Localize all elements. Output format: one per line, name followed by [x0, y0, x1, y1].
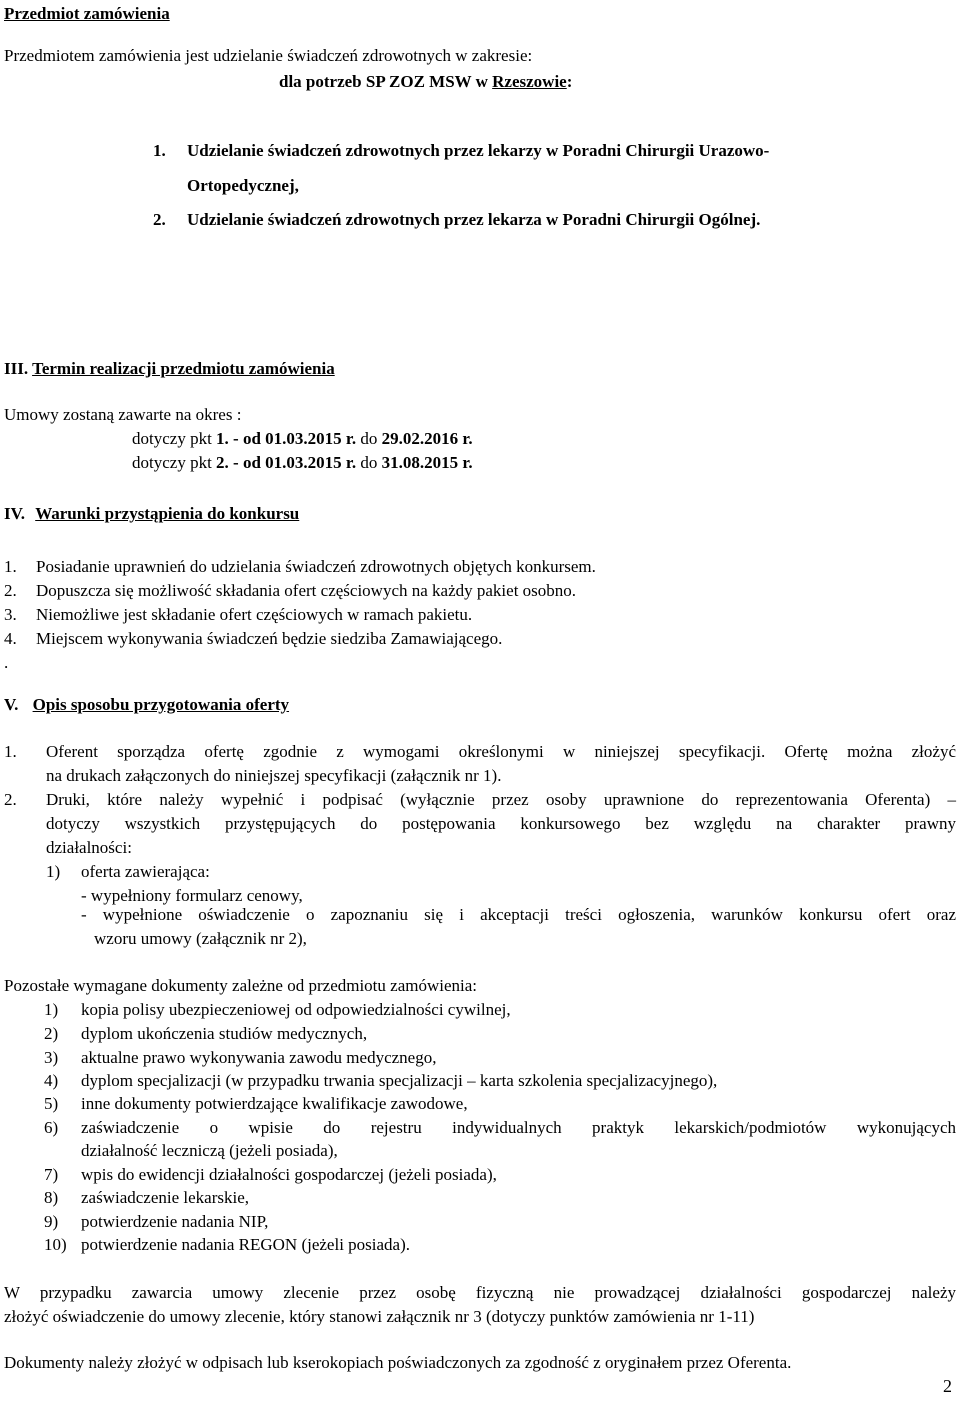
stray-dot: .: [4, 653, 9, 672]
section-title: Przedmiot zamówienia: [4, 4, 170, 23]
list-item: potwierdzenie nadania NIP,: [81, 1212, 269, 1231]
list-item: dyplom ukończenia studiów medycznych,: [81, 1024, 368, 1043]
paragraph-line: dotyczy wszystkich przystępujących do postępowania konkursowego bez względu na charakter prawny: [46, 814, 956, 833]
dash-item: - wypełniony formularz cenowy,: [81, 886, 303, 905]
paragraph-line: Oferent sporządza ofertę zgodnie z wymogami określonymi w niniejszej specyfikacji. Ofertę można złożyć: [46, 742, 956, 761]
term-line: dotyczy pkt 2. - od 01.03.2015 r. do 31.08.2015 r.: [132, 453, 473, 472]
list-item-number: 5): [44, 1094, 59, 1113]
sub-item-label: oferta zawierająca:: [81, 862, 210, 881]
list-item-number: 2.: [4, 790, 17, 809]
other-docs-intro: Pozostałe wymagane dokumenty zależne od przedmiotu zamówienia:: [4, 976, 478, 995]
list-item-number: 3.: [4, 605, 17, 624]
list-item: Posiadanie uprawnień do udzielania świadczeń zdrowotnych objętych konkursem.: [36, 557, 596, 576]
closing-paragraph-line: W przypadku zawarcia umowy zlecenie przez osobę fizyczną nie prowadzącej działalności gospodarczej należy: [4, 1283, 956, 1302]
intro-text: Przedmiotem zamówienia jest udzielanie świadczeń zdrowotnych w zakresie:: [4, 46, 533, 65]
term-line: dotyczy pkt 1. - od 01.03.2015 r. do 29.02.2016 r.: [132, 429, 473, 448]
list-item: inne dokumenty potwierdzające kwalifikacje zawodowe,: [81, 1094, 468, 1113]
list-item-number: 4): [44, 1071, 59, 1090]
list-item-number: 1.: [153, 141, 166, 160]
list-item: Udzielanie świadczeń zdrowotnych przez lekarzy w Poradni Chirurgii Urazowo-: [187, 141, 770, 160]
list-item: Dopuszcza się możliwość składania ofert częściowych na każdy pakiet osobno.: [36, 581, 577, 600]
paragraph-line: działalności:: [46, 838, 132, 857]
list-item-continuation: działalność leczniczą (jeżeli posiada),: [81, 1141, 338, 1160]
list-item: zaświadczenie lekarskie,: [81, 1188, 250, 1207]
list-item-number: 2.: [153, 210, 166, 229]
list-item-number: 1.: [4, 742, 17, 761]
list-item-number: 10): [44, 1235, 67, 1254]
list-item: Miejscem wykonywania świadczeń będzie siedziba Zamawiającego.: [36, 629, 503, 648]
list-item: zaświadczenie o wpisie do rejestru indywidualnych praktyk lekarskich/podmiotów wykonujących: [81, 1118, 956, 1137]
dash-item-continuation: wzoru umowy (załącznik nr 2),: [94, 929, 307, 948]
list-item-number: 1): [44, 1000, 59, 1019]
list-item: wpis do ewidencji działalności gospodarczej (jeżeli posiada),: [81, 1165, 497, 1184]
list-item: Niemożliwe jest składanie ofert częściowych w ramach pakietu.: [36, 605, 473, 624]
closing-paragraph: Dokumenty należy złożyć w odpisach lub kserokopiach poświadczonych za zgodność z oryginałem przez Oferenta.: [4, 1353, 792, 1372]
closing-paragraph-line: złożyć oświadczenie do umowy zlecenie, który stanowi załącznik nr 3 (dotyczy punktów zamówienia nr 1-11): [4, 1307, 755, 1326]
list-item: dyplom specjalizacji (w przypadku trwania specjalizacji – karta szkolenia specjalizacyjnego),: [81, 1071, 718, 1090]
dash-item: - wypełnione oświadczenie o zapoznaniu się i akceptacji treści ogłoszenia, warunków konkursu ofert oraz: [81, 905, 956, 924]
section-heading: V. Opis sposobu przygotowania oferty: [4, 695, 290, 714]
list-item-number: 8): [44, 1188, 59, 1207]
paragraph-line: na drukach załączonych do niniejszej specyfikacji (załącznik nr 1).: [46, 766, 502, 785]
list-item-number: 1.: [4, 557, 17, 576]
list-item: aktualne prawo wykonywania zawodu medycznego,: [81, 1048, 437, 1067]
list-item: Udzielanie świadczeń zdrowotnych przez lekarza w Poradni Chirurgii Ogólnej.: [187, 210, 761, 229]
list-item-continuation: Ortopedycznej,: [187, 176, 299, 195]
for-needs-line: dla potrzeb SP ZOZ MSW w Rzeszowie:: [279, 72, 573, 91]
city-link: Rzeszowie: [492, 72, 567, 91]
list-item-number: 4.: [4, 629, 17, 648]
page-number: 2: [943, 1376, 952, 1396]
list-item-number: 7): [44, 1165, 59, 1184]
term-intro: Umowy zostaną zawarte na okres :: [4, 405, 242, 424]
section-heading: IV. Warunki przystąpienia do konkursu: [4, 504, 300, 523]
list-item: kopia polisy ubezpieczeniowej od odpowiedzialności cywilnej,: [81, 1000, 511, 1019]
sub-item-number: 1): [46, 862, 61, 881]
list-item-number: 3): [44, 1048, 59, 1067]
list-item-number: 2.: [4, 581, 17, 600]
list-item-number: 6): [44, 1118, 59, 1137]
section-heading: III. Termin realizacji przedmiotu zamówienia: [4, 359, 335, 378]
list-item-number: 2): [44, 1024, 59, 1043]
paragraph-line: Druki, które należy wypełnić i podpisać (wyłącznie przez osoby uprawnione do reprezentowania Oferenta) –: [46, 790, 956, 809]
list-item: potwierdzenie nadania REGON (jeżeli posiada).: [81, 1235, 411, 1254]
list-item-number: 9): [44, 1212, 59, 1231]
